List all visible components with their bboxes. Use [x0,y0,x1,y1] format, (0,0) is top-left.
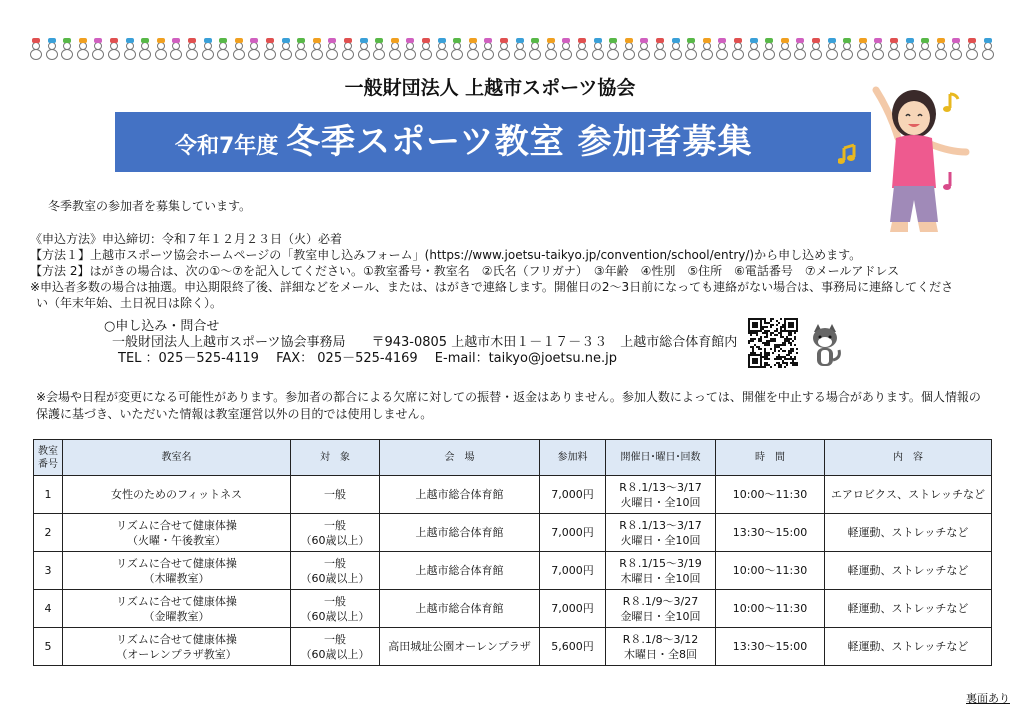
music-note-icon [943,94,958,112]
snowman-icon [888,38,900,60]
cell-no: 4 [34,590,63,628]
qr-code-icon[interactable] [748,318,798,368]
lottery-note: ※申込者多数の場合は抽選。申込期限終了後、詳細などをメール、または、はがきで連絡します。開催日の2～3日前になっても連絡がない場合は、事務局に連絡してくださ [30,280,954,294]
snowman-icon [248,38,260,60]
cell-target: 一般 [291,476,380,514]
snowman-icon [638,38,650,60]
cell-venue: 上越市総合体育館 [380,476,540,514]
class-schedule-table [33,439,992,666]
cell-target: 一般 （60歳以上） [291,590,380,628]
lottery-note-cont: い（年末年始、土日祝日は除く）。 [36,296,223,310]
cat-icon [808,322,842,370]
snowman-icon [420,38,432,60]
snowman-icon [389,38,401,60]
header-venue: 会 場 [380,440,540,476]
snowman-icon [576,38,588,60]
snowman-icon [935,38,947,60]
snowman-icon [358,38,370,60]
snowman-icon [529,38,541,60]
snowman-icon [685,38,697,60]
cell-name: リズムに合せて健康体操 （オーレンプラザ教室） [63,628,291,666]
table-row [34,514,992,552]
title-banner [115,112,871,172]
snowman-icon [732,38,744,60]
contact-address: 一般財団法人上越市スポーツ協会事務局 〒943-0805 上越市木田１－１７－３３ 上越市総合体育館内 [112,335,738,350]
cell-dates: R８.1/8～3/12 木曜日・全8回 [606,628,716,666]
snowman-icon [77,38,89,60]
snowman-icon [654,38,666,60]
snowman-icon [623,38,635,60]
snowman-icon [592,38,604,60]
snowman-icon [92,38,104,60]
header-content: 内 容 [825,440,992,476]
snowman-icon [857,38,869,60]
snowman-icon [482,38,494,60]
cell-fee: 7,000円 [540,514,606,552]
table-row [34,476,992,514]
snowman-icon [373,38,385,60]
snowman-icon [124,38,136,60]
snowman-icon [170,38,182,60]
snowman-icon [545,38,557,60]
cell-content: 軽運動、ストレッチなど [825,628,992,666]
cell-time: 10:00～11:30 [716,552,825,590]
cell-no: 2 [34,514,63,552]
cell-time: 13:30～15:00 [716,514,825,552]
snowman-icon [701,38,713,60]
snowman-icon [186,38,198,60]
cell-name: リズムに合せて健康体操 （火曜・午後教室） [63,514,291,552]
organization-name: 一般財団法人 上越市スポーツ協会 [344,77,636,99]
cell-name: 女性のためのフィットネス [63,476,291,514]
snowman-icon [966,38,978,60]
cell-time: 10:00～11:30 [716,590,825,628]
cell-venue: 高田城址公園オーレンプラザ [380,628,540,666]
method-1-text: 【方法１】上越市スポーツ協会ホームページの「教室申し込みフォーム」(https://www.joetsu-taikyo.jp/convention/school/entry/)から申し込めます。 [30,248,862,262]
cell-fee: 7,000円 [540,552,606,590]
header-target: 対 象 [291,440,380,476]
music-note-icon [838,145,855,164]
snowman-icon [139,38,151,60]
header-fee: 参加料 [540,440,606,476]
snowman-icon [46,38,58,60]
contact-heading: ○申し込み・問合せ [104,319,220,334]
snowman-icon [763,38,775,60]
snowman-icon [950,38,962,60]
snowman-icon [217,38,229,60]
snowman-icon [826,38,838,60]
cell-name: リズムに合せて健康体操 （金曜教室） [63,590,291,628]
disclaimer-line-2: 保護に基づき、いただいた情報は教室運営以外の目的では使用しません。 [36,407,433,421]
snowman-icon [202,38,214,60]
cell-fee: 7,000円 [540,590,606,628]
snowman-icon [61,38,73,60]
table-row [34,628,992,666]
cell-content: 軽運動、ストレッチなど [825,552,992,590]
cell-no: 3 [34,552,63,590]
title-year: 令和7年度 [175,134,286,159]
snowman-icon [841,38,853,60]
table-row [34,552,992,590]
snowman-icon [560,38,572,60]
snowman-icon [794,38,806,60]
snowman-icon [108,38,120,60]
cell-content: 軽運動、ストレッチなど [825,590,992,628]
snowman-icon [904,38,916,60]
cell-dates: R８.1/15～3/19 木曜日・全10回 [606,552,716,590]
cell-name: リズムに合せて健康体操 （木曜教室） [63,552,291,590]
snowman-icon [326,38,338,60]
cell-target: 一般 （60歳以上） [291,514,380,552]
cell-time: 13:30～15:00 [716,628,825,666]
snowman-icon [872,38,884,60]
cell-dates: R８.1/9～3/27 金曜日・全10回 [606,590,716,628]
cell-no: 5 [34,628,63,666]
snowman-icon [404,38,416,60]
dancing-woman-icon [838,82,978,242]
cell-target: 一般 （60歳以上） [291,628,380,666]
contact-phone-email: TEL ：025－525-4119 FAX： 025－525-4169 E-mail：taikyo@joetsu.ne.jp [118,351,617,366]
cell-content: 軽運動、ストレッチなど [825,514,992,552]
snowman-icon [514,38,526,60]
intro-text: 冬季教室の参加者を募集しています。 [48,199,252,213]
snowman-icon [155,38,167,60]
snowman-icon [748,38,760,60]
cell-fee: 7,000円 [540,476,606,514]
snowman-icon [670,38,682,60]
disclaimer-line-1: ※会場や日程が変更になる可能性があります。参加者の都合による欠席に対しての振替・返金はありません。参加人数によっては、開催を中止する場合があります。個人情報の [36,390,981,404]
cell-venue: 上越市総合体育館 [380,590,540,628]
page-title [115,112,871,177]
snowman-icon [30,38,42,60]
cell-time: 10:00～11:30 [716,476,825,514]
snowman-icon [982,38,994,60]
snowman-icon [280,38,292,60]
music-note-icon [943,172,951,190]
cell-dates: R８.1/13～3/17 火曜日・全10回 [606,514,716,552]
snowman-icon [311,38,323,60]
snowman-icon [716,38,728,60]
snowman-icon [467,38,479,60]
title-main: 冬季スポーツ教室 参加者募集 [285,122,753,162]
snowman-icon [233,38,245,60]
snowman-icon [919,38,931,60]
back-side-note: 裏面あり [966,692,1010,705]
cell-content: エアロビクス、ストレッチなど [825,476,992,514]
snowman-icon [498,38,510,60]
cell-dates: R８.1/13～3/17 火曜日・全10回 [606,476,716,514]
cell-venue: 上越市総合体育館 [380,552,540,590]
snowman-icon [451,38,463,60]
cell-no: 1 [34,476,63,514]
snowman-border [30,38,1000,60]
application-method: 《申込方法》申込締切：令和７年１２月２３日（火）必着 [30,232,343,246]
table-row [34,590,992,628]
method-2-text: 【方法 2】はがきの場合は、次の①～⑦を記入してください。①教室番号・教室名 ②氏名（フリガナ） ③年齢 ④性別 ⑤住所 ⑥電話番号 ⑦メールアドレス [30,264,900,278]
header-time: 時 間 [716,440,825,476]
header-class-name: 教室名 [63,440,291,476]
table-header-row [34,440,992,476]
cell-target: 一般 （60歳以上） [291,552,380,590]
snowman-icon [295,38,307,60]
snowman-icon [436,38,448,60]
cell-fee: 5,600円 [540,628,606,666]
snowman-icon [779,38,791,60]
header-class-number: 教室 番号 [34,440,63,476]
snowman-icon [810,38,822,60]
snowman-icon [264,38,276,60]
snowman-icon [607,38,619,60]
snowman-icon [342,38,354,60]
cell-venue: 上越市総合体育館 [380,514,540,552]
header-dates: 開催日･曜日･回数 [606,440,716,476]
